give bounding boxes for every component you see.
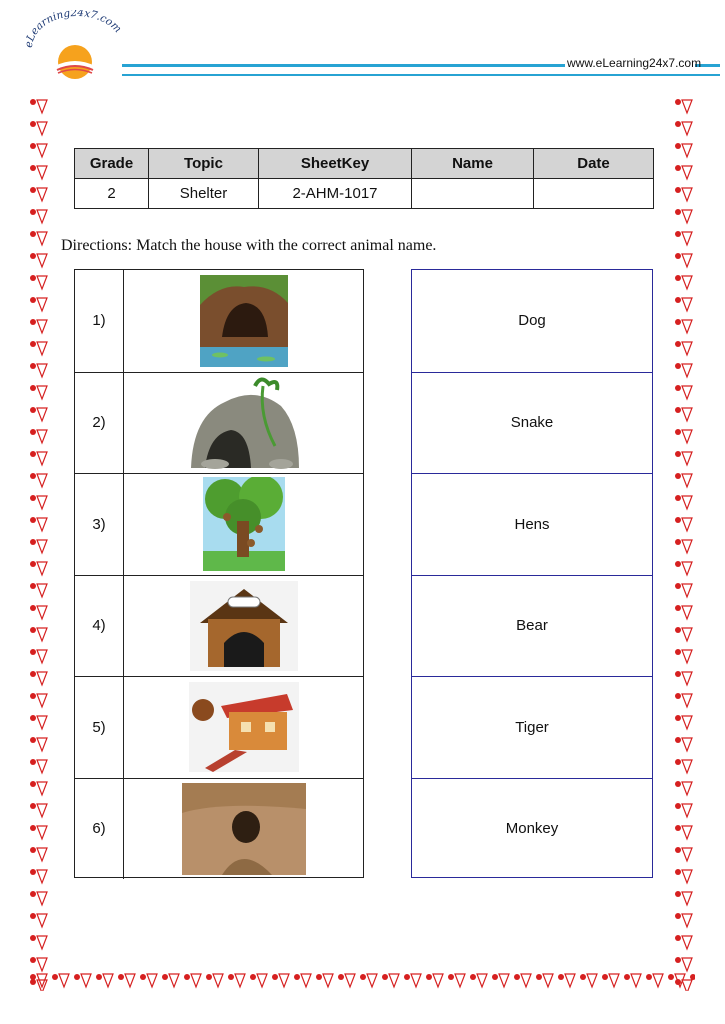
animal-name-monkey[interactable]: Monkey — [412, 778, 652, 880]
topic-header: Topic — [149, 149, 259, 179]
animal-name-hens[interactable]: Hens — [412, 473, 652, 575]
site-logo — [22, 10, 132, 90]
animal-name-tiger[interactable]: Tiger — [412, 676, 652, 778]
info-header-row — [75, 149, 654, 179]
house-number: 4) — [75, 576, 124, 677]
house-row-2 — [75, 372, 363, 474]
hen-house-picture — [124, 677, 363, 778]
house-row-1 — [75, 270, 363, 372]
rock-cave-picture — [124, 373, 363, 474]
grade-value: 2 — [75, 179, 149, 209]
logo-text: eLearning24x7.com — [22, 10, 124, 49]
name-field[interactable] — [412, 179, 534, 209]
animal-name-dog[interactable]: Dog — [518, 312, 546, 330]
house-row-4 — [75, 575, 363, 677]
topic-value: Shelter — [149, 179, 259, 209]
house-row-5 — [75, 676, 363, 778]
worksheet-info-table — [74, 148, 654, 209]
animal-name-snake[interactable]: Snake — [412, 372, 652, 474]
grade-header: Grade — [75, 149, 149, 179]
svg-text:eLearning24x7.com — [23, 10, 124, 48]
sheetkey-value: 2-AHM-1017 — [259, 179, 412, 209]
house-number: 1) — [75, 270, 124, 372]
left-decorative-border — [28, 96, 50, 991]
right-decorative-border — [673, 96, 695, 991]
cave-in-forest-picture — [124, 270, 363, 372]
dog-kennel-picture — [124, 576, 363, 677]
house-row-3 — [75, 473, 363, 575]
snake-burrow-picture — [124, 779, 363, 880]
house-number: 2) — [75, 373, 124, 474]
info-value-row — [75, 179, 654, 209]
directions-text: Directions: Match the house with the correct animal name. — [61, 237, 437, 254]
header-line-top — [122, 64, 565, 67]
house-number: 3) — [75, 474, 124, 575]
house-number: 6) — [75, 779, 124, 880]
site-url: www.eLearning24x7.com — [567, 56, 702, 70]
animal-name-bear[interactable]: Bear — [412, 575, 652, 677]
date-field[interactable] — [534, 179, 654, 209]
tree-with-monkeys-picture — [124, 474, 363, 575]
header-line-bottom — [122, 74, 720, 76]
animal-names-column — [411, 269, 653, 878]
houses-column — [74, 269, 364, 878]
sheetkey-header: SheetKey — [259, 149, 412, 179]
house-row-6 — [75, 778, 363, 880]
bottom-decorative-border — [28, 970, 695, 992]
name-header: Name — [412, 149, 534, 179]
date-header: Date — [534, 149, 654, 179]
house-number: 5) — [75, 677, 124, 778]
